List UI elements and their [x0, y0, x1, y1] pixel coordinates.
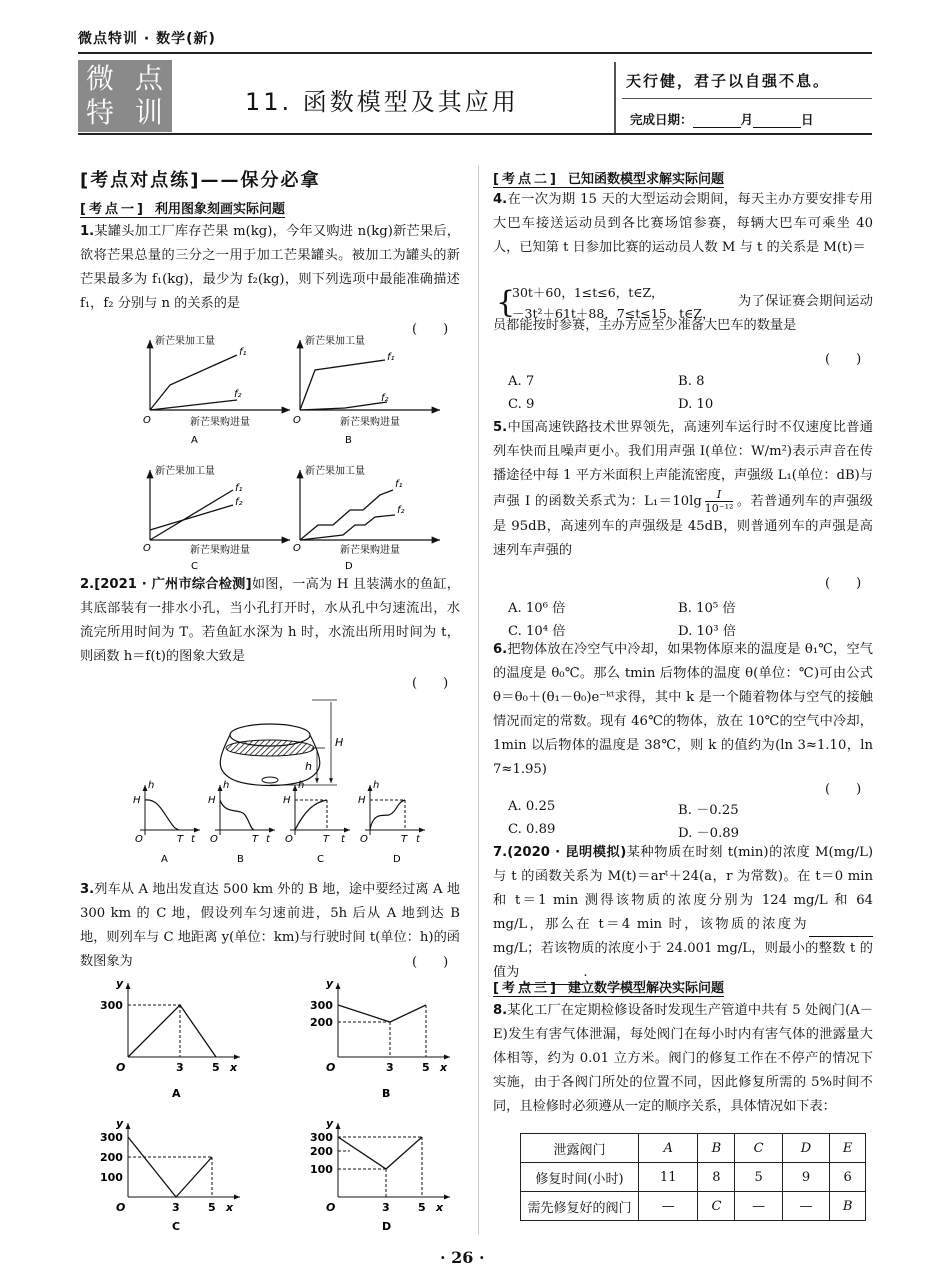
q2d-O: O	[360, 834, 368, 845]
q2a-H: H	[133, 795, 141, 806]
kp3-tag: [考点三]	[493, 981, 559, 996]
table-row	[521, 1163, 866, 1192]
q4-option-c[interactable]: C. 9	[508, 397, 535, 412]
q6-text	[493, 638, 873, 782]
q4-body-2: 为了保证赛会期间运动员都能按时参赛，主办方应至少准备大巴车的数量是	[493, 294, 873, 333]
q2c-O: O	[285, 834, 293, 845]
q4-case-1: 30t＋60，1≤t≤6，t∈Z，	[512, 285, 664, 300]
q3c-label: C	[172, 1220, 181, 1233]
q8-body: 某化工厂在定期检修设备时发现生产管道中共有 5 处阀门(A－E)发生有害气体泄漏，每处阀门在每小时内有害气体的泄露量大体相等，约为 0.01 立方米。阀门的修复工作在不停产的情况下实施，由于各阀门所处的位置不同，因此修复所需的 5%时间不同，且检修时必须遵从一定的顺序关系，具体情况如下表：	[493, 1003, 873, 1114]
month-blank[interactable]	[693, 116, 741, 128]
tank-h: h	[305, 760, 312, 773]
q2b-t: t	[266, 834, 270, 845]
q1b-label: B	[345, 435, 352, 446]
q1-figure	[105, 335, 475, 570]
q1b-ylabel: 新芒果加工量	[305, 336, 365, 347]
motto: 天行健，君子以自强不息。	[626, 72, 831, 90]
q1d-ylabel: 新芒果加工量	[305, 466, 365, 477]
q2-graph-c[interactable]	[283, 780, 350, 865]
q8-text	[493, 999, 873, 1119]
q4-option-d[interactable]: D. 10	[678, 397, 714, 412]
fish-tank-diagram	[220, 700, 343, 786]
q2a-h: h	[148, 780, 155, 791]
q1b-f1: f₁	[387, 352, 395, 363]
q5-number: 5.	[493, 420, 508, 435]
q2-body: 如图，一高为 H 且装满水的鱼缸，其底部装有一排水小孔，当小孔打开时，水从孔中匀速流出，水流完所用时间为 T。若鱼缸水深为 h 时，水流出所用时间为 t，则函数 h＝f(t)的图象大致是	[80, 577, 460, 664]
table-header-cell: B	[698, 1134, 735, 1163]
q4-option-b[interactable]: B. 8	[678, 374, 705, 389]
table-cell: 需先修复好的阀门	[521, 1192, 639, 1221]
q3-number: 3.	[80, 882, 95, 897]
table-row	[521, 1192, 866, 1221]
q1a-origin: O	[143, 415, 151, 426]
q3c-200: 200	[100, 1151, 123, 1164]
q3a-label: A	[172, 1087, 181, 1100]
table-header-cell: 泄露阀门	[521, 1134, 639, 1163]
q3b-5: 5	[422, 1061, 430, 1074]
q1b-f2: f₂	[381, 393, 389, 404]
day-blank[interactable]	[753, 116, 801, 128]
table-header-cell: A	[639, 1134, 698, 1163]
q1d-origin: O	[293, 543, 301, 554]
q3a-5: 5	[212, 1061, 220, 1074]
motto-rule	[622, 98, 872, 99]
q3c-100: 100	[100, 1171, 123, 1184]
q1-graph-b[interactable]	[293, 335, 440, 446]
table-cell: 11	[639, 1163, 698, 1192]
q2b-T: T	[252, 834, 259, 845]
q2c-H: H	[283, 795, 291, 806]
page-number: · 26 ·	[440, 1248, 485, 1267]
q6-option-b[interactable]: B. －0.25	[678, 803, 739, 818]
q4-case-2: －3t²＋61t＋88，7≤t≤15，t∈Z，	[512, 306, 715, 321]
q1a-f1: f₁	[239, 347, 247, 358]
q3d-y: y	[326, 1117, 334, 1130]
q2-text	[80, 573, 460, 669]
q1d-f2: f₂	[397, 505, 405, 516]
q2c-label: C	[317, 854, 324, 865]
q7-number: 7.	[493, 845, 508, 860]
q2c-h: h	[298, 780, 305, 791]
q2a-label: A	[161, 854, 168, 865]
q1-graph-c[interactable]	[143, 464, 290, 570]
day-label: 日	[801, 112, 814, 127]
q1c-f1: f₁	[235, 483, 243, 494]
q5-option-a[interactable]: A. 10⁶ 倍	[508, 601, 566, 616]
q2a-O: O	[135, 834, 143, 845]
q5-option-c[interactable]: C. 10⁴ 倍	[508, 624, 566, 639]
q3-graph-c[interactable]	[100, 1117, 240, 1233]
q2-number: 2.	[80, 577, 95, 592]
q1-text	[80, 220, 460, 316]
q3b-label: B	[382, 1087, 391, 1100]
q2-answer-paren[interactable]: ( )	[412, 676, 449, 691]
tank-H: H	[335, 736, 344, 749]
q4-answer-paren[interactable]: ( )	[825, 352, 862, 367]
q5-frac-den: 10⁻¹²	[704, 502, 734, 515]
table-cell: —	[639, 1192, 698, 1221]
completion-date	[630, 110, 814, 128]
q3b-200: 200	[310, 1016, 333, 1029]
q2c-t: t	[341, 834, 345, 845]
header-rule	[78, 52, 872, 54]
q1c-origin: O	[143, 543, 151, 554]
q3a-x: x	[230, 1061, 238, 1074]
q6-option-d[interactable]: D. －0.89	[678, 826, 740, 841]
q3d-x: x	[436, 1201, 444, 1214]
q1-body: 某罐头加工厂库存芒果 m(kg)，今年又购进 n(kg)新芒果后，欲将芒果总量的三分之一用于加工芒果罐头。被加工为罐头的新芒果最多为 f₁(kg)，最少为 f₂(kg)，则下列选项中最能准确描述 f₁，f₂ 分别与 n 的关系的是	[80, 224, 460, 311]
page-title: 11. 函数模型及其应用	[245, 88, 519, 116]
q3a-y: y	[116, 977, 124, 990]
q5-text	[493, 416, 873, 563]
q6-option-c[interactable]: C. 0.89	[508, 822, 556, 837]
q2b-label: B	[237, 854, 244, 865]
q7-body-2: mg/L；若该物质的浓度小于 24.001 mg/L，则最小的整数 t 的值为	[493, 941, 873, 980]
q2d-h: h	[373, 780, 380, 791]
q1-graph-a[interactable]	[143, 335, 290, 446]
q3b-y: y	[326, 977, 334, 990]
q1a-label: A	[191, 435, 198, 446]
badge-line-1: 微 点	[86, 62, 169, 95]
q1d-label: D	[345, 561, 353, 570]
q3-answer-paren[interactable]: ( )	[412, 955, 449, 970]
q3-graph-d[interactable]	[310, 1117, 450, 1233]
q6-answer-paren[interactable]: ( )	[825, 782, 862, 797]
q2-graph-b[interactable]	[208, 780, 275, 865]
badge-line-2: 特 训	[86, 96, 169, 129]
q3-body: 列车从 A 地出发直达 500 km 外的 B 地，途中要经过离 A 地 300 km 的 C 地，假设列车匀速前进，5h 后从 A 地到达 B 地，则列车与 C 地距离 y(单位：km)与行驶时间 t(单位：h)的函数图象为	[80, 882, 460, 969]
q1a-xlabel: 新芒果购进量	[190, 417, 250, 428]
table-cell: 5	[735, 1163, 782, 1192]
q2d-T: T	[401, 834, 408, 845]
q2b-H: H	[208, 795, 216, 806]
q1b-xlabel: 新芒果购进量	[340, 417, 400, 428]
q5-fraction	[705, 488, 734, 515]
q3-text	[80, 878, 460, 974]
q1c-ylabel: 新芒果加工量	[155, 466, 215, 477]
q5-body: 中国高速铁路技术世界领先，高速列车运行时不仅速度比普通列车快而且噪声更小。我们用声强 I(单位：W/m²)表示声音在传播途径中每 1 平方米面积上声能流密度，声强级 L₁(单位：dB)与声强 I 的函数关系式为：L₁＝10lg	[493, 420, 873, 509]
table-cell: 6	[830, 1163, 866, 1192]
table-cell: B	[830, 1192, 866, 1221]
q6-number: 6.	[493, 642, 508, 657]
q5-option-b[interactable]: B. 10⁵ 倍	[678, 601, 736, 616]
q3b-x: x	[440, 1061, 448, 1074]
kp2-tag: [考点二]	[493, 172, 559, 187]
q3d-3: 3	[382, 1201, 390, 1214]
running-header: 微点特训 · 数学(新)	[78, 31, 216, 47]
q3c-300: 300	[100, 1131, 123, 1144]
q3b-O: O	[326, 1061, 336, 1074]
q3a-3: 3	[176, 1061, 184, 1074]
header-rule-bottom	[78, 133, 872, 135]
q4-text	[493, 188, 873, 260]
q3d-200: 200	[310, 1145, 333, 1158]
q2-graph-a[interactable]	[133, 780, 200, 865]
q5-body-2: 。若普通列车的声强级是 95dB，高速列车的声强级是 45dB，则普通列车的声强是高速列车声强的	[493, 494, 873, 558]
table-cell: —	[735, 1192, 782, 1221]
q6-body: 把物体放在冷空气中冷却，如果物体原来的温度是 θ₁℃，空气的温度是 θ₀℃。那么 tmin 后物体的温度 θ(单位：℃)可由公式 θ＝θ₀＋(θ₁－θ₀)e⁻ᵏᵗ求得，其中 k 是一个随着物体与空气的接触情况而定的常数。现有 46℃的物体，放在 10℃的空气中冷却，1min 以后物体的温度是 38℃，则 k 的值约为(ln 3≈1.10，ln 7≈1.95)	[493, 642, 873, 777]
q8-number: 8.	[493, 1003, 508, 1018]
q3d-300: 300	[310, 1131, 333, 1144]
q2-figure	[105, 690, 435, 870]
table-cell: 9	[782, 1163, 829, 1192]
table-cell: —	[782, 1192, 829, 1221]
q2d-t: t	[416, 834, 420, 845]
valve-table	[520, 1133, 866, 1221]
section-title: [考点对点练]——保分必拿	[80, 170, 321, 191]
q2-source: [2021 · 广州市综合检测]	[94, 577, 252, 592]
q3-graph-b[interactable]	[310, 977, 450, 1100]
q3c-5: 5	[208, 1201, 216, 1214]
q3a-300: 300	[100, 999, 123, 1012]
q7-blank-1[interactable]	[809, 923, 873, 937]
date-label: 完成日期：	[630, 112, 693, 127]
q3b-3: 3	[386, 1061, 394, 1074]
q3c-y: y	[116, 1117, 124, 1130]
q4-body: 在一次为期 15 天的大型运动会期间，每天主办方要安排专用大巴车接送运动员到各比赛场馆参赛，每辆大巴车可乘坐 40 人，已知第 t 日参加比赛的运动员人数 M 与 t 的关系是 M(t)＝	[493, 192, 873, 255]
q3d-label: D	[382, 1220, 392, 1233]
q3c-x: x	[226, 1201, 234, 1214]
q1-graph-d[interactable]	[293, 464, 440, 570]
q1c-label: C	[191, 561, 198, 570]
q2-graph-d[interactable]	[358, 780, 425, 865]
q5-answer-paren[interactable]: ( )	[825, 576, 862, 591]
q2b-h: h	[223, 780, 230, 791]
table-cell: 8	[698, 1163, 735, 1192]
q3d-O: O	[326, 1201, 336, 1214]
kp1-tag: [考点一]	[80, 202, 146, 217]
series-badge	[78, 60, 172, 132]
q7-body: 某种物质在时刻 t(min)的浓度 M(mg/L)与 t 的函数关系为 M(t)＝arᵗ＋24(a，r 为常数)。在 t＝0 min 和 t＝1 min 测得该物质的浓度分别为 124 mg/L 和 64 mg/L，那么在 t＝4 min 时，该物质的浓度为	[493, 845, 873, 932]
q3d-100: 100	[310, 1163, 333, 1176]
kp3-heading	[493, 977, 724, 997]
kp1-heading	[80, 198, 285, 218]
table-header-cell: C	[735, 1134, 782, 1163]
header-divider	[614, 62, 616, 134]
q4-number: 4.	[493, 192, 508, 207]
q7-end: .	[583, 965, 588, 980]
q3c-3: 3	[172, 1201, 180, 1214]
q2d-H: H	[358, 795, 366, 806]
q1d-f1: f₁	[395, 479, 403, 490]
q5-option-d[interactable]: D. 10³ 倍	[678, 624, 736, 639]
q1c-xlabel: 新芒果购进量	[190, 545, 250, 556]
q2b-O: O	[210, 834, 218, 845]
table-cell: C	[698, 1192, 735, 1221]
q4-text-2	[493, 290, 873, 338]
q6-option-a[interactable]: A. 0.25	[508, 799, 556, 814]
q1c-f2: f₂	[235, 497, 243, 508]
q3-graph-a[interactable]	[100, 977, 240, 1100]
column-divider	[478, 165, 479, 1235]
q3-figure	[100, 975, 460, 1235]
q4-option-a[interactable]: A. 7	[508, 374, 535, 389]
q3b-300: 300	[310, 999, 333, 1012]
q2c-T: T	[323, 834, 330, 845]
q3d-5: 5	[418, 1201, 426, 1214]
table-header-cell: E	[830, 1134, 866, 1163]
q1a-ylabel: 新芒果加工量	[155, 336, 215, 347]
q3c-O: O	[116, 1201, 126, 1214]
q1d-xlabel: 新芒果购进量	[340, 545, 400, 556]
table-header-cell: D	[782, 1134, 829, 1163]
table-header-row	[521, 1134, 866, 1163]
q1-number: 1.	[80, 224, 95, 239]
month-label: 月	[740, 112, 754, 127]
kp2-title: 已知函数模型求解实际问题	[567, 172, 724, 187]
table-cell: 修复时间(小时)	[521, 1163, 639, 1192]
q2a-t: t	[191, 834, 195, 845]
q1-answer-paren[interactable]: ( )	[412, 322, 449, 337]
q2a-T: T	[177, 834, 184, 845]
kp1-title: 利用图象刻画实际问题	[154, 202, 285, 217]
q5-frac-num: I	[705, 488, 734, 502]
q2d-label: D	[393, 854, 401, 865]
q3a-O: O	[116, 1061, 126, 1074]
q1a-f2: f₂	[234, 389, 242, 400]
q4-brace: {	[496, 285, 516, 320]
q7-source: (2020 · 昆明模拟)	[507, 845, 627, 860]
q1b-origin: O	[293, 415, 301, 426]
kp3-title: 建立数学模型解决实际问题	[567, 981, 724, 996]
kp2-heading	[493, 168, 724, 188]
q7-text	[493, 841, 873, 985]
